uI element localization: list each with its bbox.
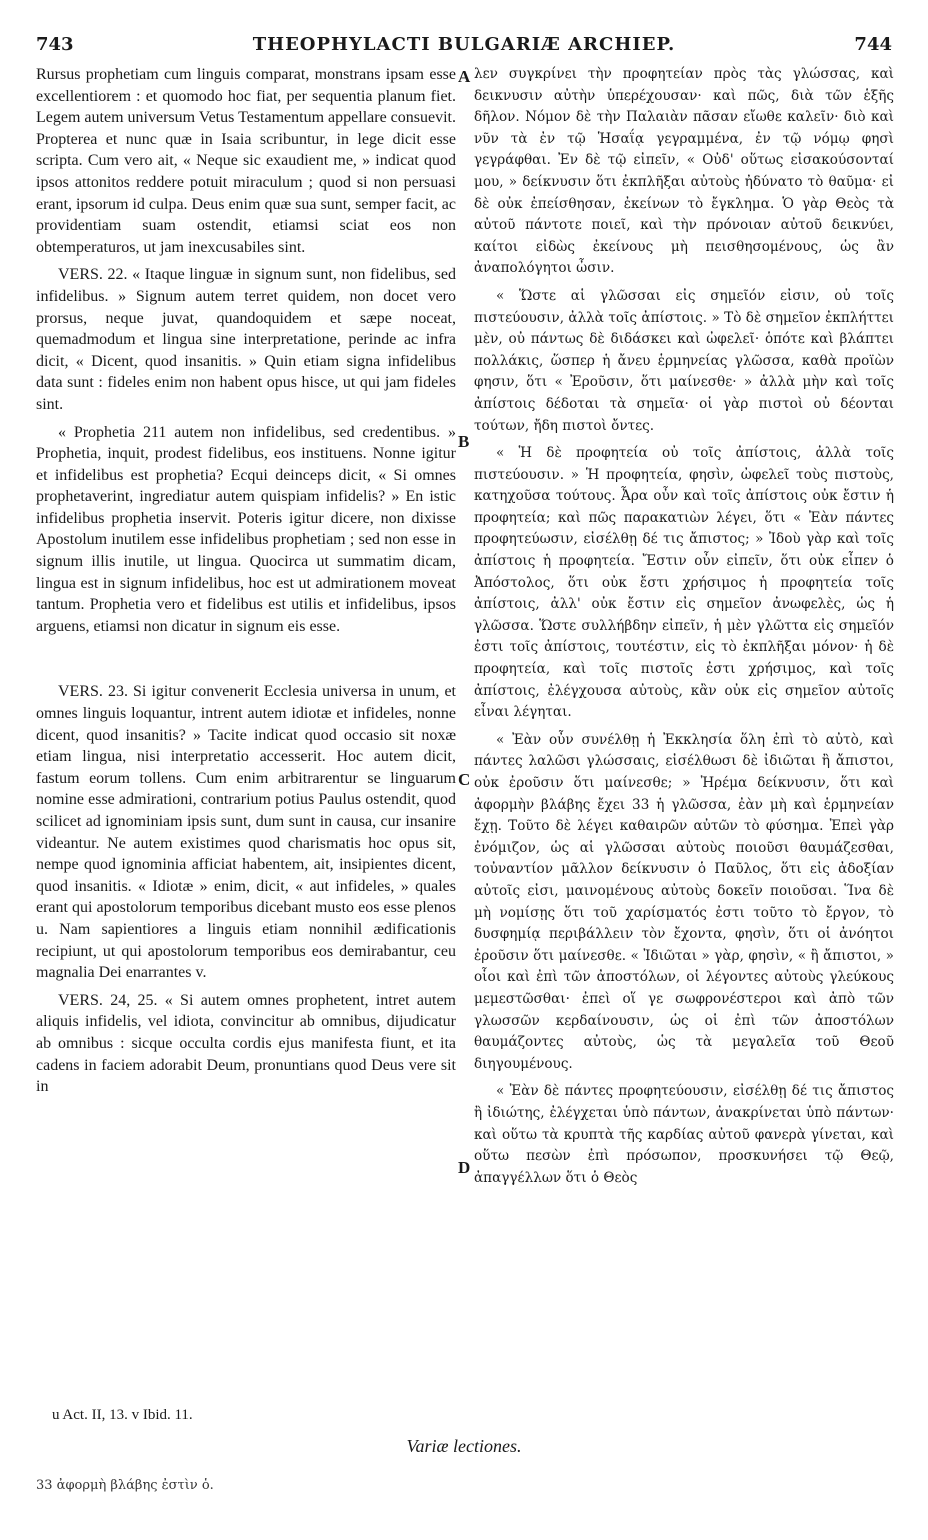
footnote: u Act. II, 13. v Ibid. 11. — [52, 1407, 193, 1423]
page-number-right: 744 — [854, 34, 892, 55]
variant-reading: 33 ἀφορμὴ βλάβης ἐστὶν ὁ. — [36, 1478, 214, 1493]
greek-paragraph: λεν συγκρίνει τὴν προφητείαν πρὸς τὰς γλώσσας, καὶ δεικνυσιν αὐτὴν ὑπερέχουσαν· καὶ πῶς, διὰ τῶν ἑξῆς δῆλον. Νόμον δὲ τὴν Παλαιὰν πᾶσαν εἴωθε καλεῖν· διὸ καὶ νῦν τὰ ἐν τῷ Ἡσαΐᾳ γεγραμμένα, ἐν τῷ νόμῳ φησὶ γεγράφθαι. Ἐν δὲ τῷ εἰπεῖν, « Οὐδ' οὕτως εἰσακούσονταί μου, » δείκνυσιν ὅτι ἐκπλῆξαι αὐτοὺς ἠδύνατο τὸ θαῦμα· εἰ δὲ οὐκ ἐπείσθησαν, ἐκείνων τὸ ἔγκλημα. Ὁ γὰρ Θεὸς τὰ αὐτοῦ πάντοτε ποιεῖ, καὶ τὴν πρόνοιαν αὐτοῦ δεικνύει, καίτοι εἰδὼς ἐκείνους μὴ πεισθησομένους, ὡς ἂν ἀναπολόγητοι ὦσιν. — [474, 66, 894, 277]
greek-column — [474, 64, 894, 1189]
greek-paragraph: « Ἐὰν οὖν συνέλθῃ ἡ Ἐκκλησία ὅλη ἐπὶ τὸ αὐτὸ, καὶ πάντες λαλῶσι γλώσσαις, εἰσέλθωσι δὲ ἰδιῶται ἢ ἄπιστοι, οὐκ ἐροῦσιν ὅτι μαίνεσθε; » Ἠρέμα δείκνυσιν, ὅτι καὶ ἀφορμὴν βλάβης ἔχει 33 ἡ γλῶσσα, ἐὰν μὴ καὶ ἑρμηνείαν ἔχῃ. Τοῦτο δὲ λέγει καθαιρῶν αὐτῶν τὸ φύσημα. Ἐπεὶ γὰρ ἐνόμιζον, ὡς αἱ γλῶσσαι αὐτοὺς ποιοῦσι θαυμάζεσθαι, τοὐναντίον μᾶλλον δείκνυσιν ὁ Παῦλος, ὅτι εἰς ἀδοξίαν αὐτοῖς εἰσι, μαινομένους αὐτοὺς δοκεῖν ποιοῦσαι. Ἵνα δὲ μὴ νομίσῃς ὅτι τοῦ χαρίσματός ἐστι τοῦτο τὸ ἔργον, τὸ δυσφημίᾳ περιβάλλειν τὸν ἔχοντα, φησὶν, ὅτι οἱ ἀνόητοι ἐροῦσιν ὅτι μαίνεσθε. « Ἰδιῶται » γὰρ, φησὶν, « ἢ ἄπιστοι, » οἷοι καὶ ἐπὶ τῶν ἀποστόλων, οἱ λέγοντες αὐτοὺς γλεύκους μεμεστῶσθαι· ἐπεὶ οἵ γε σωφρονέστεροι καὶ ἀπὸ τῶν γλωσσῶν κερδαίνουσιν, ὡς οἱ ἐπὶ τῶν ἀποστόλων θαυμάζοντες αὐτοὺς, ὡς τὰ μεγαλεῖα τοῦ Θεοῦ διηγουμένους. — [474, 731, 894, 1072]
latin-paragraph: VERS. 24, 25. « Si autem omnes prophetent, intret autem aliquis infidelis, vel idiota, convincitur ab omnibus, dijudicatur ab omnibus : sicque occulta cordis ejus manifesta fiunt, et ita cadens in faciem adorabit Deum, pronuntians quod Deus vere sit in — [36, 991, 456, 1096]
page-number-left: 743 — [36, 34, 74, 55]
margin-marker-c: C — [458, 770, 471, 789]
variae-heading: Variæ lectiones. — [406, 1436, 522, 1456]
page-header — [36, 34, 892, 64]
margin-marker-b: B — [458, 432, 470, 451]
running-title: THEOPHYLACTI BULGARIÆ ARCHIEP. — [252, 34, 676, 55]
margin-marker-a: A — [458, 67, 471, 86]
latin-column — [36, 64, 456, 1098]
latin-paragraph: VERS. 22. « Itaque linguæ in signum sunt, non fidelibus, sed infidelibus. » Signum autem terret quidem, non docet vero prorsus, neque juvat, quandoquidem et sæpe noceat, quemadmodum et lingua sine interpretatione, perinde ac infra dicit, « Dicent, quod insanitis. » Quin etiam signa infidelibus data sunt : fideles enim non habent opus hisce, ut qui jam fideles sint. — [36, 266, 456, 413]
margin-marker-d: D — [458, 1158, 471, 1177]
latin-paragraph: VERS. 23. Si igitur convenerit Ecclesia universa in unum, et omnes linguis loquantur, intrent autem idiotæ et infideles, nonne dicent, quod insanitis? » Tacite indicat quod occasio sit noxæ etiam lingua, nisi interpretatio accesserit. Hoc autem dicit, fastum eorum tollens. Cum enim arbitrarentur se linguarum nomine esse admirationi, contrarium potius Paulus ostendit, quod scilicet ad ignominiam ipsis sunt, dum sunt in causa, cur insanire videantur. Ne autem existimes quod charismatis hoc opus sit, nempe quod ignominia afficiat habentem, ait, insipientes dicent, quod insanitis. « Idiotæ » enim, dicit, « aut infideles, » quales erant qui apostolorum temporibus dicebant musto eos esse plenos u. Nam sapientiores a linguis etiam nonnihil ædificationis recipiunt, ut qui apostolorum temporibus eos demirabantur, ceu magnalia Dei enarrantes v. — [36, 683, 456, 982]
latin-paragraph: « Prophetia 211 autem non infidelibus, sed credentibus. » Prophetia, inquit, prodest fidelibus, eos instituens. Nonne igitur et infidelibus est prophetia? Ecqui deinceps dicit, « Si omnes prophetaverint, ingrediatur autem quispiam infidelis? » En istic infidelibus prophetia inservit. Poteris igitur dicere, non dixisse Apostolum inutilem esse infidelibus prophetiam ; sed non esse in signum illis inutile, ut lingua. Quocirca ut summatim dicam, lingua est in signum infidelibus, hoc est ut admirationem moveat tantum. Prophetia vero et fidelibus est utilis et infidelibus, ipsos arguens, etiamsi non dicatur in signum eis esse. — [36, 423, 456, 635]
greek-paragraph: « Ὥστε αἱ γλῶσσαι εἰς σημεῖόν εἰσιν, οὐ τοῖς πιστεύουσιν, ἀλλὰ τοῖς ἀπίστοις. » Τὸ δὲ σημεῖον ἐκπλήττει μὲν, οὐ πάντως δὲ διδάσκει καὶ ὠφελεῖ· ὁπότε καὶ βλάπτει πολλάκις, ὥσπερ ἡ ἄνευ ἑρμηνείας γλῶσσα, καθὰ προϊὼν φησιν, ὅτι « Ἐροῦσιν, ὅτι μαίνεσθε· » ἀλλὰ μὴν καὶ τοῖς ἀπίστοις δέδοται τὰ σημεῖα· οἱ γὰρ πιστοὶ οὐ δέονται τούτων, ἤδη πιστοὶ ὄντες. — [474, 287, 894, 434]
greek-paragraph: « Ἡ δὲ προφητεία οὐ τοῖς ἀπίστοις, ἀλλὰ τοῖς πιστεύουσιν. » Ἡ προφητεία, φησὶν, ὠφελεῖ τοὺς πιστοὺς, κατηχοῦσα τούτους. Ἆρα οὖν καὶ τοῖς ἀπίστοις οὐκ ἔστιν ἡ προφητεία; καὶ πῶς παρακατιὼν λέγει, ὅτι « Ἐὰν πάντες προφητεύωσιν, εἰσέλθῃ δέ τις ἄπιστος; » Ἰδοὺ γὰρ καὶ τοῖς ἀπίστοις ἡ προφητεία. Ἔστιν οὖν εἰπεῖν, ὅτι οὐκ εἶπεν ὁ Ἀπόστολος, ὅτι οὐκ ἔστι χρήσιμος ἡ προφητεία τοῖς ἀπίστοις, ἀλλ' οὐκ ἔστιν εἰς σημεῖον ἀνωφελὲς, ὡς ἡ γλῶσσα. Ὥστε συλλήβδην εἰπεῖν, ἡ μὲν γλῶττα εἰς σημεῖόν ἐστι τοῖς ἀπίστοις, τουτέστιν, εἰς τὸ ἐκπλῆξαι μόνον· ἡ δὲ προφητεία, καὶ τοῖς πιστοῖς ἐστι χρήσιμος, καὶ τοῖς ἀπίστοις, ἐλέγχουσα αὐτοὺς, κἂν οὐκ εἰς σημεῖον αὐτοῖς εἶναι λέγηται. — [474, 445, 894, 721]
greek-paragraph: « Ἐὰν δὲ πάντες προφητεύουσιν, εἰσέλθῃ δέ τις ἄπιστος ἢ ἰδιώτης, ἐλέγχεται ὑπὸ πάντων, ἀνακρίνεται ὑπὸ πάντων· καὶ οὕτω τὰ κρυπτὰ τῆς καρδίας αὐτοῦ φανερὰ γίνεται, καὶ οὕτω πεσὼν ἐπὶ πρόσωπον, προσκυνήσει τῷ Θεῷ, ἀπαγγέλλων ὅτι ὁ Θεὸς — [474, 1083, 894, 1186]
latin-paragraph: Rursus prophetiam cum linguis comparat, monstrans ipsam esse excellentiorem : et quomodo hoc fiat, per sequentia planum fiet. Legem autem universum Vetus Testamentum appellare consuevit. Propterea et nunc quæ in Isaia scribuntur, in lege dicit esse scripta. Cum vero ait, « Neque sic exaudient me, » indicat quod ipsos attonitos reddere potuit miraculum ; quod si non persuasi erant, ipsorum id culpa. Deus enim quæ sua sunt, semper facit, ac providentiam suam ostendit, etiamsi sciat eos non obtemperaturos, ut jam inexcusabiles sint. — [36, 66, 456, 256]
